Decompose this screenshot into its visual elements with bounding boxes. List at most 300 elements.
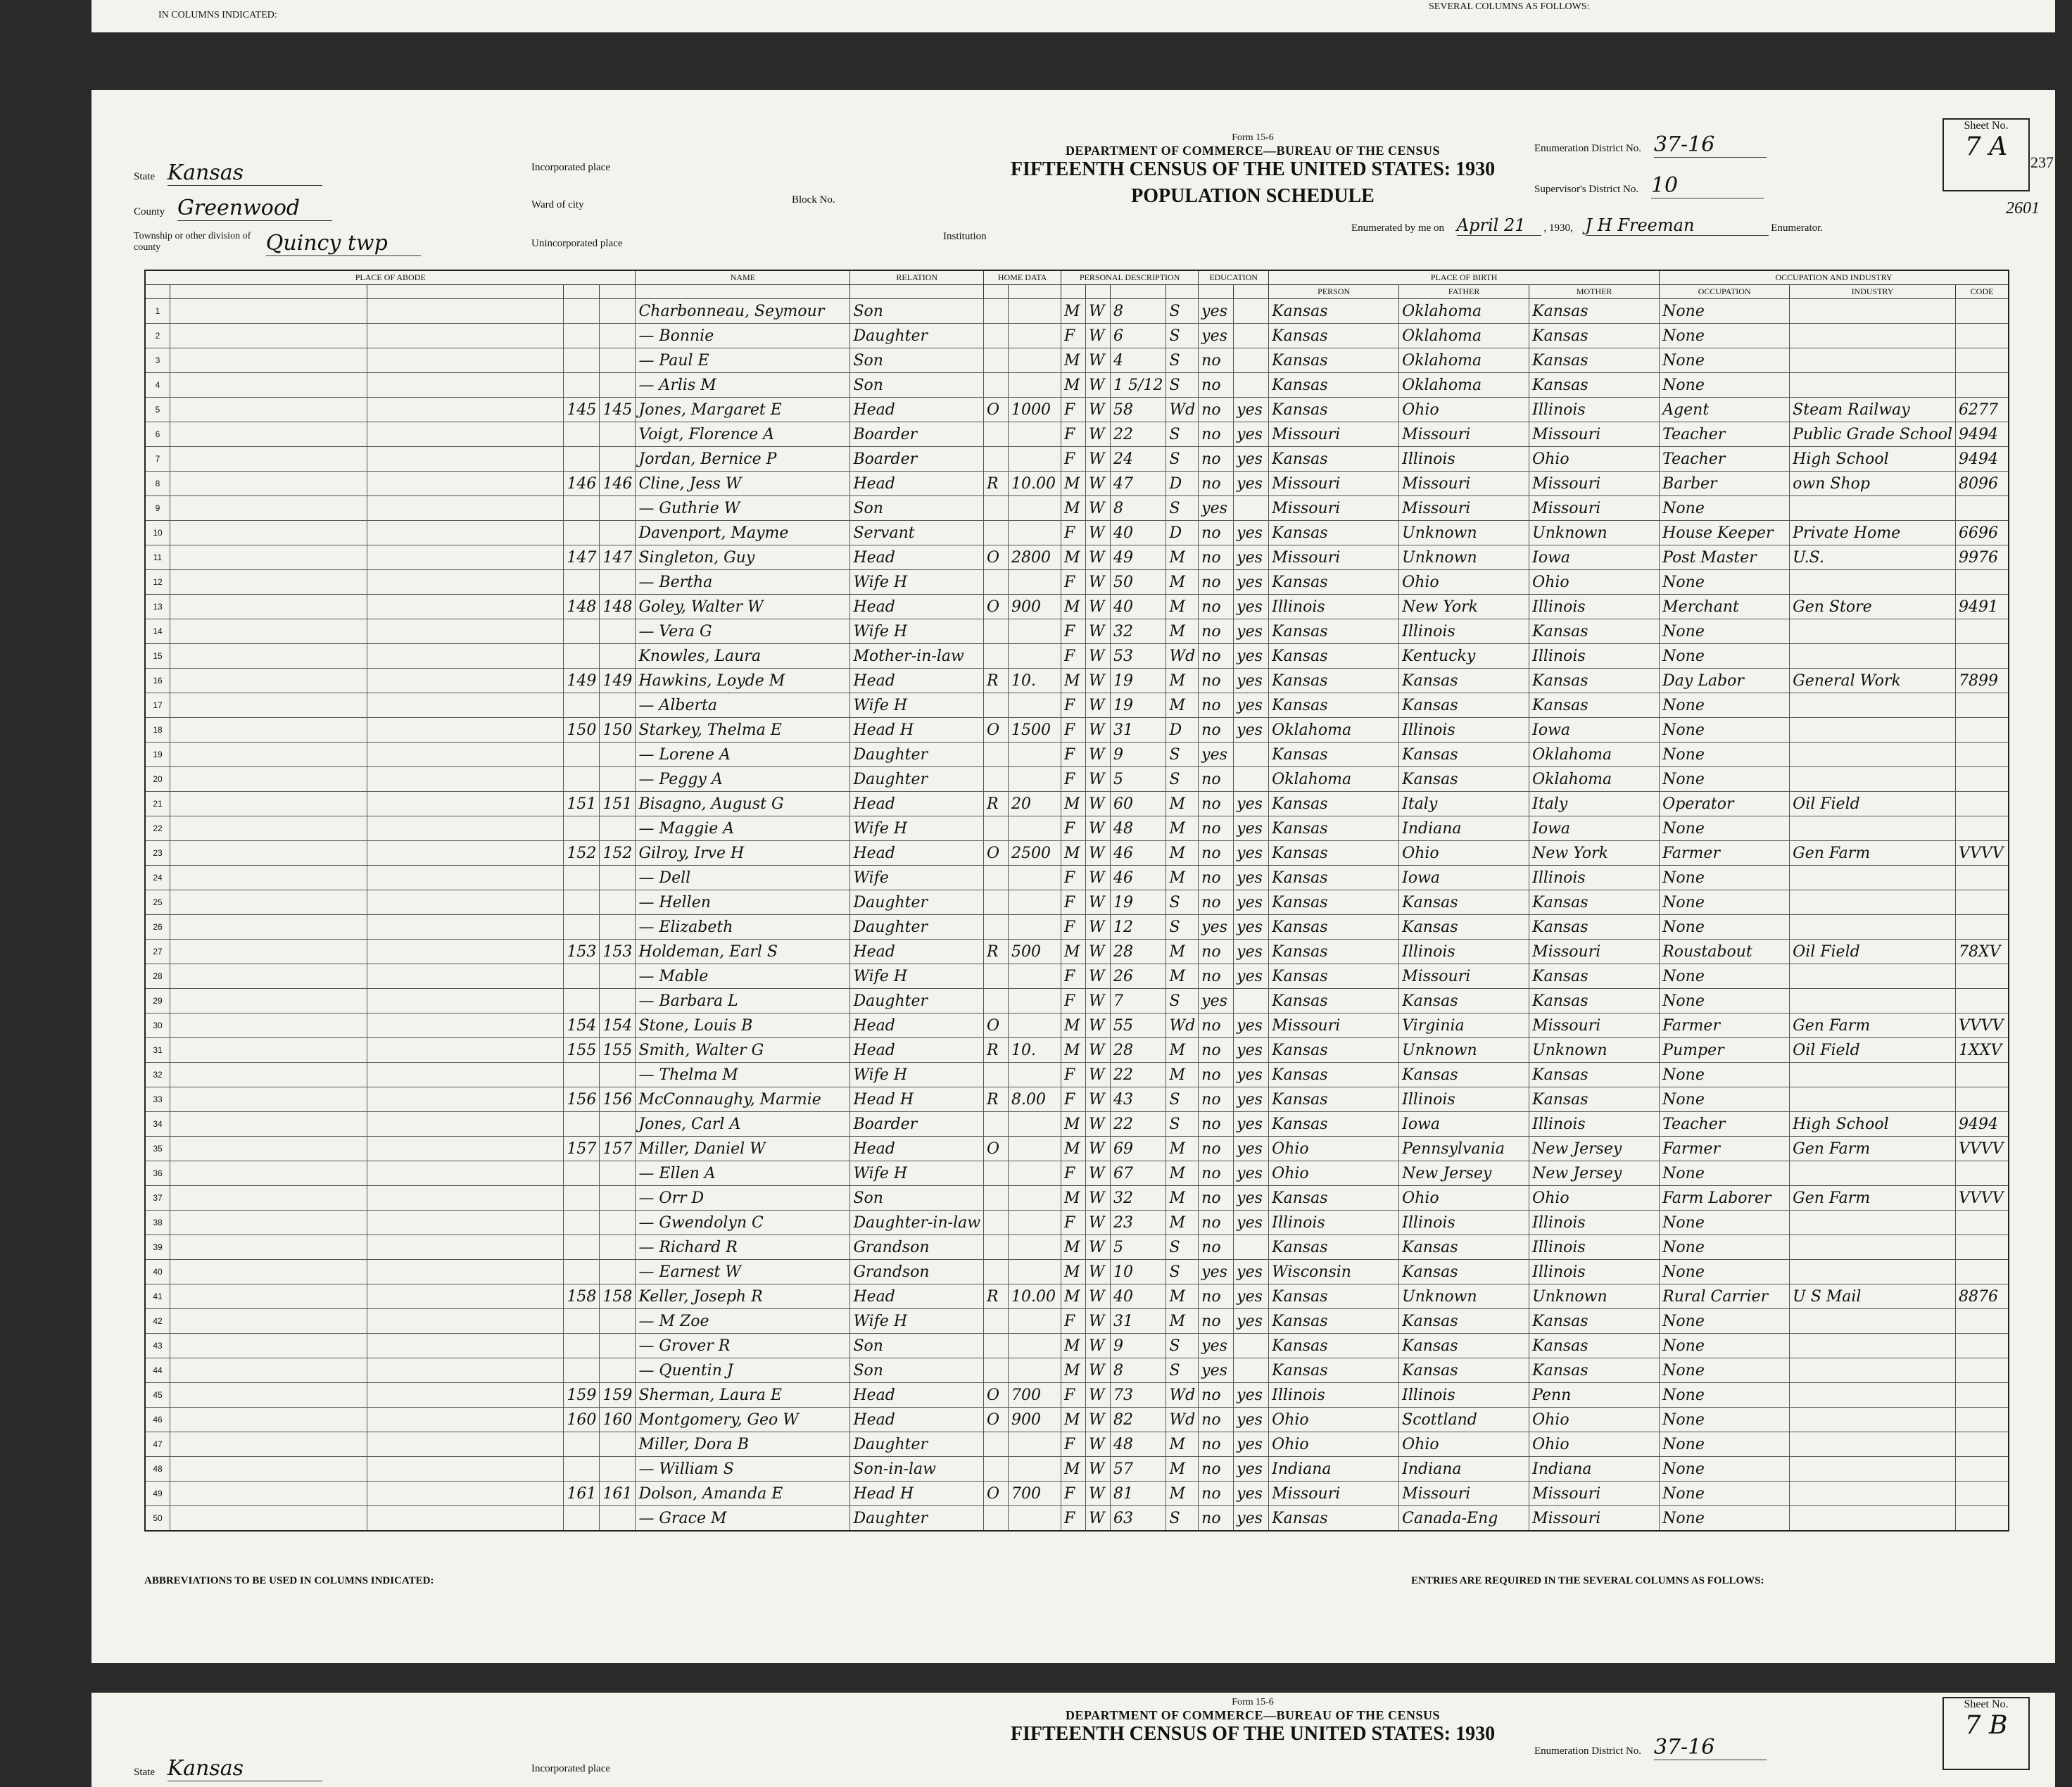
cell-tenure: O (984, 398, 1009, 422)
cell-father-birth: Kentucky (1399, 644, 1529, 669)
cell-tenure: R (984, 940, 1009, 964)
next-enumeration-district-field (1534, 1735, 1767, 1760)
cell-value: 10. (1009, 1038, 1061, 1063)
cell-family (600, 1063, 636, 1087)
cell-street (170, 1063, 367, 1087)
cell-value (1009, 1235, 1061, 1260)
cell-race: W (1086, 1358, 1111, 1383)
col-occupation: OCCUPATION (1660, 285, 1790, 299)
cell-value: 700 (1009, 1482, 1061, 1506)
cell-age: 23 (1111, 1211, 1166, 1235)
cell-mother-birth: Kansas (1529, 373, 1660, 398)
cell-street (170, 1432, 367, 1457)
cell-marital: M (1166, 1186, 1199, 1211)
cell-read: yes (1234, 1038, 1269, 1063)
cell-relation: Head (850, 1383, 984, 1408)
cell-age: 55 (1111, 1014, 1166, 1038)
cell-marital: S (1166, 324, 1199, 348)
cell-read (1234, 1358, 1269, 1383)
cell-person-birth: Wisconsin (1269, 1260, 1399, 1284)
cell-value (1009, 447, 1061, 472)
cell-street (170, 1383, 367, 1408)
cell-mother-birth: Kansas (1529, 1358, 1660, 1383)
cell-value (1009, 1014, 1061, 1038)
cell-name: Jones, Carl A (636, 1112, 850, 1137)
cell-street (170, 1235, 367, 1260)
table-row (145, 619, 2009, 644)
cell-dwelling: 152 (564, 841, 600, 866)
cell-street (170, 422, 367, 447)
cell-age: 32 (1111, 619, 1166, 644)
cell-father-birth: Unknown (1399, 545, 1529, 570)
cell-dwelling: 158 (564, 1284, 600, 1309)
cell-house (367, 1186, 564, 1211)
cell-relation: Head (850, 1408, 984, 1432)
cell-value (1009, 570, 1061, 595)
cell-family (600, 1161, 636, 1186)
cell-code (1956, 1087, 2009, 1112)
table-row (145, 1186, 2009, 1211)
cell-street (170, 1161, 367, 1186)
state-value: Kansas (168, 160, 322, 186)
cell-name: Starkey, Thelma E (636, 718, 850, 743)
cell-age: 67 (1111, 1161, 1166, 1186)
cell-marital: M (1166, 964, 1199, 989)
cell-code (1956, 767, 2009, 792)
cell-dwelling (564, 1506, 600, 1532)
cell-value (1009, 1112, 1061, 1137)
cell-street (170, 866, 367, 890)
cell-age: 8 (1111, 496, 1166, 521)
cell-race: W (1086, 1408, 1111, 1432)
cell-tenure (984, 1235, 1009, 1260)
cell-dwelling (564, 447, 600, 472)
cell-sex: F (1061, 1482, 1086, 1506)
cell-line: 16 (145, 669, 170, 693)
cell-mother-birth: Kansas (1529, 1087, 1660, 1112)
cell-relation: Head (850, 1284, 984, 1309)
cell-age: 28 (1111, 940, 1166, 964)
cell-family (600, 496, 636, 521)
cell-mother-birth: New Jersey (1529, 1137, 1660, 1161)
cell-read: yes (1234, 447, 1269, 472)
cell-marital: M (1166, 866, 1199, 890)
cell-dwelling: 161 (564, 1482, 600, 1506)
cell-tenure (984, 1063, 1009, 1087)
supervisor-district-value: 10 (1651, 173, 1764, 198)
county-label: County (134, 206, 165, 217)
cell-school: no (1199, 1457, 1234, 1482)
cell-street (170, 1309, 367, 1334)
cell-code (1956, 299, 2009, 324)
cell-father-birth: Oklahoma (1399, 324, 1529, 348)
cell-person-birth: Kansas (1269, 398, 1399, 422)
cell-tenure (984, 1211, 1009, 1235)
cell-name: McConnaughy, Marmie (636, 1087, 850, 1112)
next-enumeration-district-value: 37-16 (1654, 1735, 1767, 1760)
cell-industry (1790, 866, 1956, 890)
cell-house (367, 1432, 564, 1457)
cell-person-birth: Kansas (1269, 964, 1399, 989)
cell-tenure: O (984, 595, 1009, 619)
cell-value: 2500 (1009, 841, 1061, 866)
cell-marital: S (1166, 1506, 1199, 1532)
cell-father-birth: Oklahoma (1399, 299, 1529, 324)
cell-age: 50 (1111, 570, 1166, 595)
cell-read (1234, 299, 1269, 324)
cell-sex: M (1061, 299, 1086, 324)
cell-father-birth: Illinois (1399, 940, 1529, 964)
cell-industry (1790, 1211, 1956, 1235)
cell-line: 41 (145, 1284, 170, 1309)
cell-race: W (1086, 816, 1111, 841)
cell-family: 156 (600, 1087, 636, 1112)
cell-industry (1790, 767, 1956, 792)
cell-marital: M (1166, 595, 1199, 619)
cell-name: Charbonneau, Seymour (636, 299, 850, 324)
cell-sex: M (1061, 1137, 1086, 1161)
cell-family (600, 915, 636, 940)
cell-read (1234, 1235, 1269, 1260)
block-label: Block No. (792, 194, 835, 206)
cell-name: Voigt, Florence A (636, 422, 850, 447)
cell-name: — Paul E (636, 348, 850, 373)
cell-relation: Daughter (850, 324, 984, 348)
cell-age: 82 (1111, 1408, 1166, 1432)
cell-family (600, 989, 636, 1014)
cell-tenure (984, 767, 1009, 792)
cell-occupation: Post Master (1660, 545, 1790, 570)
cell-mother-birth: Unknown (1529, 521, 1660, 545)
table-row (145, 1260, 2009, 1284)
cell-name: Jones, Margaret E (636, 398, 850, 422)
cell-value (1009, 816, 1061, 841)
cell-street (170, 841, 367, 866)
cell-race: W (1086, 422, 1111, 447)
table-row (145, 1211, 2009, 1235)
cell-house (367, 1014, 564, 1038)
cell-dwelling (564, 496, 600, 521)
cell-age: 5 (1111, 767, 1166, 792)
cell-industry (1790, 1358, 1956, 1383)
cell-mother-birth: Illinois (1529, 398, 1660, 422)
cell-line: 34 (145, 1112, 170, 1137)
cell-code: 1XXV (1956, 1038, 2009, 1063)
cell-father-birth: Kansas (1399, 743, 1529, 767)
cell-street (170, 373, 367, 398)
cell-person-birth: Kansas (1269, 1087, 1399, 1112)
cell-person-birth: Kansas (1269, 1506, 1399, 1532)
cell-code (1956, 324, 2009, 348)
cell-relation: Head (850, 669, 984, 693)
cell-line: 7 (145, 447, 170, 472)
cell-age: 63 (1111, 1506, 1166, 1532)
cell-race: W (1086, 1137, 1111, 1161)
cell-dwelling: 151 (564, 792, 600, 816)
cell-code: 9494 (1956, 1112, 2009, 1137)
cell-industry: General Work (1790, 669, 1956, 693)
cell-person-birth: Kansas (1269, 1112, 1399, 1137)
next-sheet-number-label: Sheet No. (1964, 1698, 2009, 1710)
cell-mother-birth: Iowa (1529, 718, 1660, 743)
cell-school: yes (1199, 989, 1234, 1014)
cell-value: 10. (1009, 669, 1061, 693)
cell-name: Cline, Jess W (636, 472, 850, 496)
cell-age: 22 (1111, 422, 1166, 447)
institution-field (943, 231, 987, 243)
col-race (1086, 285, 1111, 299)
cell-name: — Lorene A (636, 743, 850, 767)
next-form-number: Form 15-6 (1232, 1697, 1274, 1707)
cell-value: 900 (1009, 1408, 1061, 1432)
cell-age: 47 (1111, 472, 1166, 496)
cell-line: 30 (145, 1014, 170, 1038)
cell-marital: S (1166, 1087, 1199, 1112)
cell-sex: F (1061, 1506, 1086, 1532)
cell-tenure (984, 989, 1009, 1014)
cell-name: — Bonnie (636, 324, 850, 348)
cell-father-birth: Unknown (1399, 1284, 1529, 1309)
cell-name: — Arlis M (636, 373, 850, 398)
cell-sex: F (1061, 1211, 1086, 1235)
cell-school: no (1199, 1038, 1234, 1063)
col-father-birth: FATHER (1399, 285, 1529, 299)
cell-house (367, 718, 564, 743)
cell-name: Holdeman, Earl S (636, 940, 850, 964)
cell-line: 27 (145, 940, 170, 964)
cell-occupation: None (1660, 890, 1790, 915)
cell-industry (1790, 1408, 1956, 1432)
cell-house (367, 299, 564, 324)
cell-mother-birth: Missouri (1529, 472, 1660, 496)
cell-age: 49 (1111, 545, 1166, 570)
cell-marital: S (1166, 767, 1199, 792)
table-row (145, 1063, 2009, 1087)
cell-name: Montgomery, Geo W (636, 1408, 850, 1432)
cell-read: yes (1234, 1482, 1269, 1506)
cell-marital: S (1166, 422, 1199, 447)
cell-occupation: None (1660, 964, 1790, 989)
cell-sex: M (1061, 496, 1086, 521)
cell-father-birth: Missouri (1399, 422, 1529, 447)
cell-mother-birth: Indiana (1529, 1457, 1660, 1482)
cell-tenure (984, 915, 1009, 940)
cell-code (1956, 792, 2009, 816)
cell-line: 14 (145, 619, 170, 644)
cell-dwelling: 146 (564, 472, 600, 496)
cell-marital: M (1166, 1482, 1199, 1506)
cell-sex: M (1061, 1014, 1086, 1038)
cell-relation: Daughter (850, 1432, 984, 1457)
cell-relation: Daughter-in-law (850, 1211, 984, 1235)
cell-race: W (1086, 545, 1111, 570)
cell-age: 28 (1111, 1038, 1166, 1063)
cell-tenure: O (984, 1482, 1009, 1506)
cell-person-birth: Kansas (1269, 792, 1399, 816)
cell-family (600, 1334, 636, 1358)
cell-race: W (1086, 1211, 1111, 1235)
cell-line: 1 (145, 299, 170, 324)
cell-read: yes (1234, 1432, 1269, 1457)
cell-read: yes (1234, 472, 1269, 496)
cell-read: yes (1234, 1137, 1269, 1161)
cell-street (170, 619, 367, 644)
cell-person-birth: Ohio (1269, 1137, 1399, 1161)
cell-occupation: Farm Laborer (1660, 1186, 1790, 1211)
cell-race: W (1086, 1383, 1111, 1408)
cell-tenure (984, 373, 1009, 398)
cell-relation: Grandson (850, 1235, 984, 1260)
cell-occupation: None (1660, 1358, 1790, 1383)
cell-race: W (1086, 1334, 1111, 1358)
cell-industry (1790, 496, 1956, 521)
cell-tenure: O (984, 1383, 1009, 1408)
cell-industry (1790, 324, 1956, 348)
cell-line: 39 (145, 1235, 170, 1260)
cell-age: 4 (1111, 348, 1166, 373)
cell-industry (1790, 816, 1956, 841)
table-row (145, 718, 2009, 743)
table-row (145, 447, 2009, 472)
cell-race: W (1086, 915, 1111, 940)
cell-school: no (1199, 545, 1234, 570)
col-education: EDUCATION (1199, 270, 1269, 285)
cell-race: W (1086, 792, 1111, 816)
cell-house (367, 619, 564, 644)
cell-read: yes (1234, 693, 1269, 718)
col-house (367, 285, 564, 299)
cell-school: yes (1199, 496, 1234, 521)
cell-age: 69 (1111, 1137, 1166, 1161)
cell-person-birth: Ohio (1269, 1161, 1399, 1186)
cell-tenure (984, 299, 1009, 324)
cell-occupation: None (1660, 816, 1790, 841)
cell-relation: Son (850, 1358, 984, 1383)
cell-dwelling (564, 422, 600, 447)
next-title-block (971, 1697, 1534, 1745)
cell-value (1009, 693, 1061, 718)
cell-street (170, 718, 367, 743)
cell-value: 2800 (1009, 545, 1061, 570)
cell-line: 40 (145, 1260, 170, 1284)
cell-name: — Peggy A (636, 767, 850, 792)
cell-marital: S (1166, 299, 1199, 324)
cell-tenure: R (984, 1087, 1009, 1112)
cell-family (600, 422, 636, 447)
cell-industry: Gen Farm (1790, 1137, 1956, 1161)
cell-marital: S (1166, 1112, 1199, 1137)
cell-occupation: House Keeper (1660, 521, 1790, 545)
cell-industry (1790, 1063, 1956, 1087)
cell-family: 157 (600, 1137, 636, 1161)
cell-occupation: None (1660, 1260, 1790, 1284)
cell-code (1956, 743, 2009, 767)
cell-age: 60 (1111, 792, 1166, 816)
cell-tenure (984, 644, 1009, 669)
cell-mother-birth: Oklahoma (1529, 743, 1660, 767)
cell-marital: S (1166, 890, 1199, 915)
col-age (1111, 285, 1166, 299)
cell-race: W (1086, 1087, 1111, 1112)
cell-house (367, 1260, 564, 1284)
cell-age: 19 (1111, 669, 1166, 693)
cell-occupation: None (1660, 299, 1790, 324)
cell-read: yes (1234, 841, 1269, 866)
cell-street (170, 1014, 367, 1038)
cell-dwelling: 160 (564, 1408, 600, 1432)
cell-school: no (1199, 1235, 1234, 1260)
cell-code: VVVV (1956, 841, 2009, 866)
cell-name: Miller, Daniel W (636, 1137, 850, 1161)
cell-age: 43 (1111, 1087, 1166, 1112)
cell-sex: M (1061, 792, 1086, 816)
cell-father-birth: Missouri (1399, 1482, 1529, 1506)
cell-family: 153 (600, 940, 636, 964)
cell-marital: M (1166, 1309, 1199, 1334)
cell-tenure (984, 521, 1009, 545)
cell-line: 22 (145, 816, 170, 841)
cell-code (1956, 1358, 2009, 1383)
cell-school: yes (1199, 743, 1234, 767)
cell-father-birth: Missouri (1399, 496, 1529, 521)
previous-sheet-fragment (91, 0, 2055, 32)
col-street (170, 285, 367, 299)
cell-value (1009, 373, 1061, 398)
cell-house (367, 1137, 564, 1161)
next-state-field (134, 1756, 322, 1781)
cell-street (170, 1284, 367, 1309)
cell-mother-birth: Kansas (1529, 619, 1660, 644)
cell-house (367, 348, 564, 373)
cell-dwelling (564, 1260, 600, 1284)
cell-value (1009, 866, 1061, 890)
cell-occupation: Merchant (1660, 595, 1790, 619)
cell-sex: F (1061, 866, 1086, 890)
cell-relation: Head (850, 472, 984, 496)
cell-dwelling (564, 644, 600, 669)
cell-age: 46 (1111, 866, 1166, 890)
cell-mother-birth: Unknown (1529, 1284, 1660, 1309)
cell-age: 9 (1111, 1334, 1166, 1358)
cell-family (600, 743, 636, 767)
cell-relation: Wife (850, 866, 984, 890)
cell-dwelling (564, 570, 600, 595)
cell-age: 31 (1111, 718, 1166, 743)
cell-marital: S (1166, 373, 1199, 398)
cell-name: Smith, Walter G (636, 1038, 850, 1063)
cell-read: yes (1234, 619, 1269, 644)
cell-sex: F (1061, 422, 1086, 447)
cell-age: 40 (1111, 1284, 1166, 1309)
cell-school: no (1199, 1137, 1234, 1161)
cell-person-birth: Kansas (1269, 989, 1399, 1014)
cell-dwelling: 157 (564, 1137, 600, 1161)
cell-read: yes (1234, 570, 1269, 595)
cell-industry (1790, 1334, 1956, 1358)
cell-read: yes (1234, 1284, 1269, 1309)
cell-relation: Daughter (850, 767, 984, 792)
cell-mother-birth: Penn (1529, 1383, 1660, 1408)
table-row (145, 915, 2009, 940)
cell-name: — Guthrie W (636, 496, 850, 521)
cell-family (600, 348, 636, 373)
enumerated-date: April 21 (1457, 215, 1541, 236)
department-heading: DEPARTMENT OF COMMERCE—BUREAU OF THE CENSUS (1065, 144, 1441, 158)
cell-dwelling (564, 348, 600, 373)
enumerated-year: , 1930, (1543, 222, 1573, 234)
cell-line: 47 (145, 1432, 170, 1457)
cell-dwelling: 145 (564, 398, 600, 422)
